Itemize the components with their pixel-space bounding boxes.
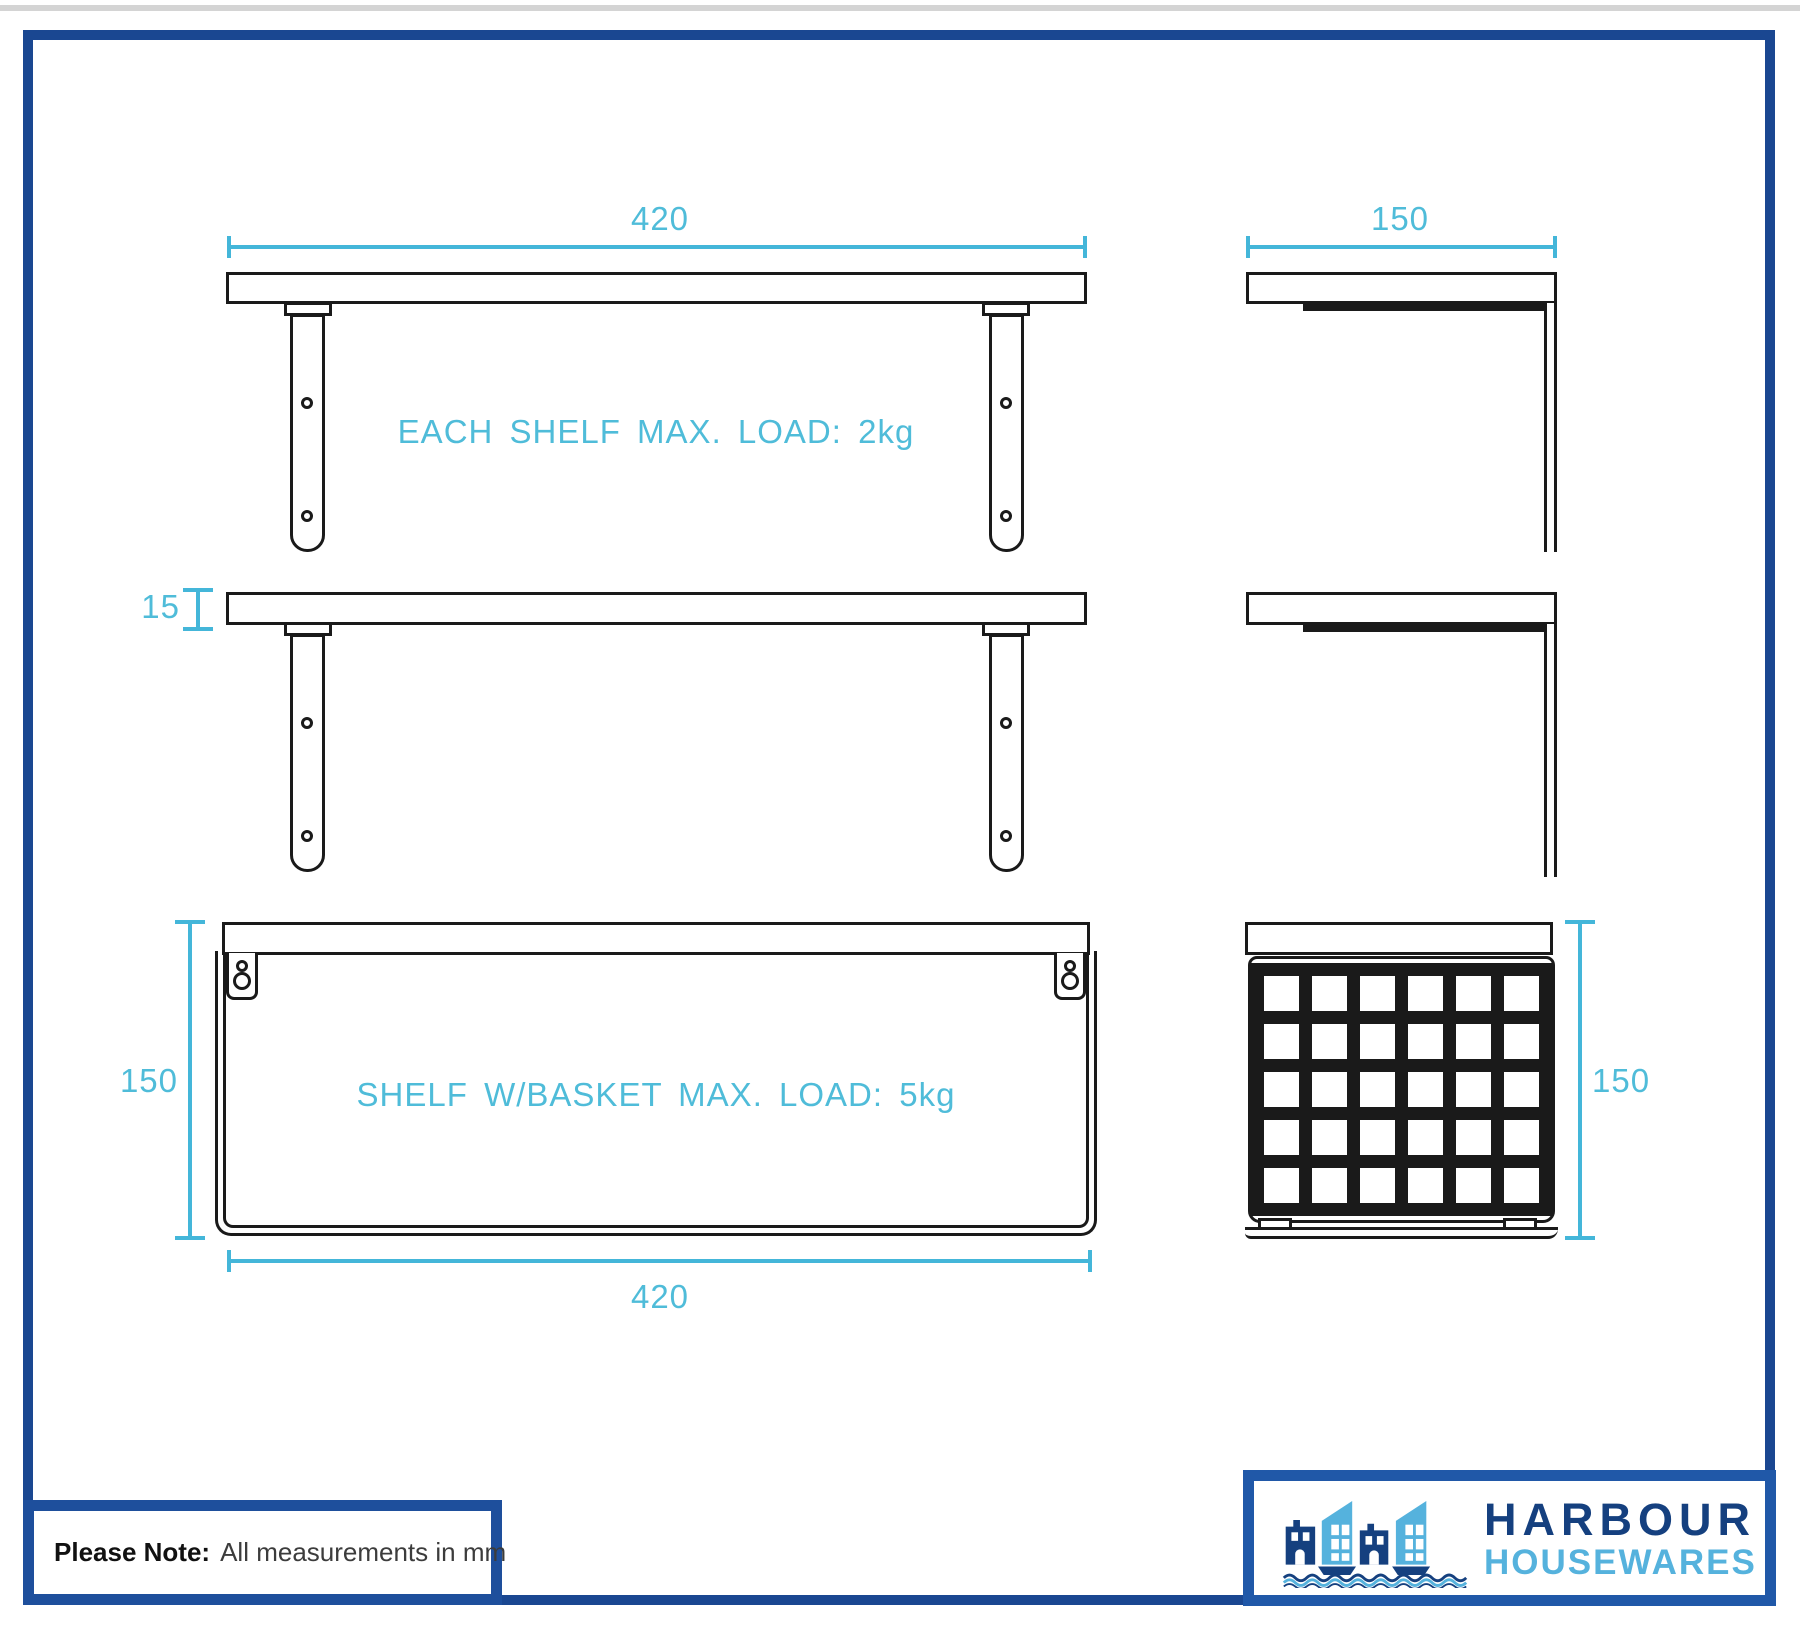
dim-line-basket-height-side (1578, 922, 1582, 1238)
bracket-screw-hole (301, 510, 313, 522)
dim-label-shelf-thickness: 15 (141, 588, 180, 625)
keyhole-slot (1061, 972, 1079, 990)
shelf-board-front-view (226, 592, 1087, 625)
note-label: Please Note: (54, 1537, 211, 1567)
bracket-wall-arm (1544, 624, 1557, 877)
dim-label-basket-height-side: 150 (1592, 1062, 1651, 1099)
keyhole-slot (233, 972, 251, 990)
harbour-housewares-logo (1243, 1470, 1776, 1606)
harbour-houses-icon (1280, 1488, 1470, 1588)
dim-line-basket-height (188, 922, 192, 1238)
keyhole-slot (236, 960, 248, 972)
bracket-underside-arm (1303, 303, 1553, 311)
dim-tick (227, 1250, 231, 1272)
bracket-screw-hole (301, 717, 313, 729)
logo-brand-line1: HARBOUR (1484, 1493, 1756, 1545)
scan-artifact-line (0, 5, 1800, 11)
page-border-frame (23, 30, 1775, 1605)
dim-label-shelf-width: 420 (630, 200, 690, 237)
dim-line-shelf-thickness (196, 588, 200, 631)
logo-brand-line2: HOUSEWARES (1484, 1542, 1757, 1582)
dim-label-shelf-depth: 150 (1370, 200, 1430, 237)
basket-bottom-rail (1245, 1227, 1558, 1239)
bracket-screw-hole (301, 397, 313, 409)
wire-mesh-basket (1248, 956, 1555, 1223)
shelf-board-side-view (1246, 272, 1557, 304)
shelf-board-side-view (1246, 592, 1557, 625)
dim-line-shelf-width (227, 245, 1087, 249)
note-text: All measurements in mm (220, 1537, 507, 1567)
basket-max-load-note: SHELF W/BASKET MAX. LOAD: 5kg (356, 1076, 956, 1113)
dim-label-basket-height: 150 (119, 1062, 178, 1099)
dim-tick (1088, 1250, 1092, 1272)
bracket-screw-hole (301, 830, 313, 842)
wire-mesh-grid (1251, 963, 1552, 1216)
bracket-screw-hole (1000, 830, 1012, 842)
dim-tick (227, 236, 231, 258)
bracket-screw-hole (1000, 717, 1012, 729)
dim-line-basket-width (227, 1259, 1092, 1263)
dim-tick (1083, 236, 1087, 258)
bracket-underside-arm (1303, 624, 1553, 632)
shelf-max-load-note: EACH SHELF MAX. LOAD: 2kg (397, 413, 915, 450)
shelf-board-front-view (226, 272, 1087, 304)
dim-tick (1553, 236, 1557, 258)
bracket-screw-hole (1000, 397, 1012, 409)
dim-label-basket-width: 420 (630, 1278, 690, 1315)
keyhole-slot (1064, 960, 1076, 972)
bracket-wall-arm (1544, 303, 1557, 552)
dim-line-shelf-depth (1246, 245, 1557, 249)
bracket-screw-hole (1000, 510, 1012, 522)
dim-tick (1246, 236, 1250, 258)
measurements-note-box (23, 1500, 507, 1605)
basket-back-rail (222, 922, 1090, 955)
basket-back-rail-side (1245, 922, 1553, 955)
